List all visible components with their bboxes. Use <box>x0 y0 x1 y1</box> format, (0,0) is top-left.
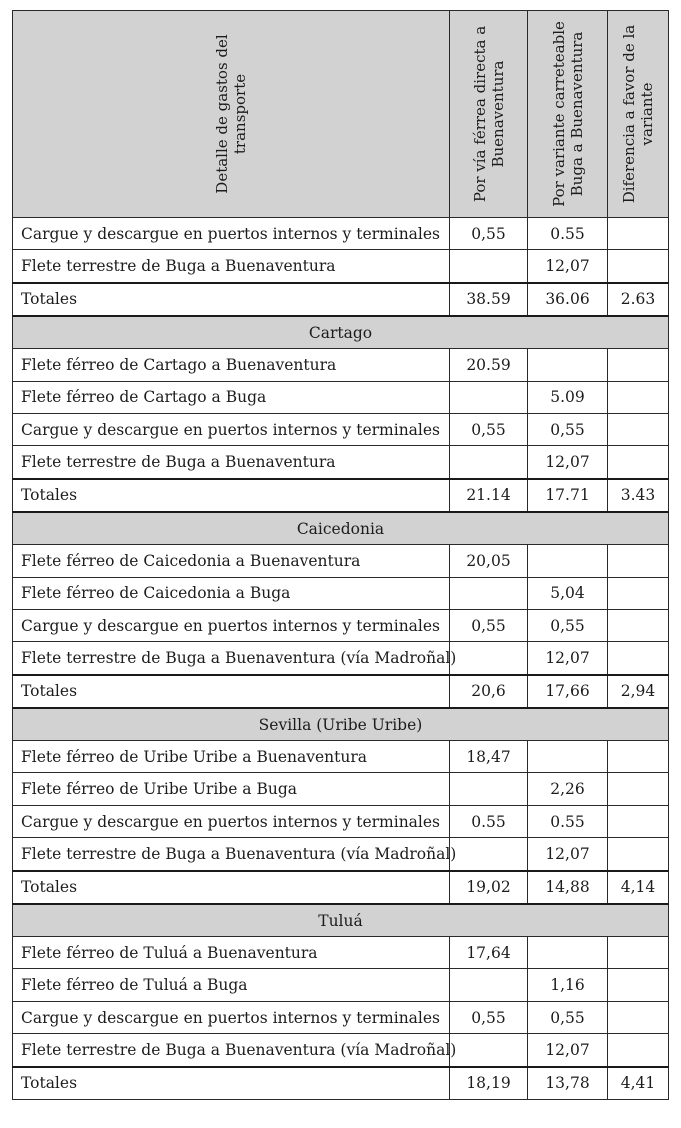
diff-value: 3.43 <box>608 479 669 512</box>
row-label: Flete férreo de Tuluá a Buga <box>13 969 450 1001</box>
rail-value: 18,19 <box>450 1067 528 1100</box>
diff-value <box>608 381 669 413</box>
road-value: 12,07 <box>528 250 608 283</box>
row-label: Flete terrestre de Buga a Buenaventura <box>13 250 450 283</box>
table-row <box>13 349 669 381</box>
diff-value <box>608 805 669 837</box>
row-label: Flete férreo de Uribe Uribe a Buga <box>13 773 450 805</box>
rail-value: 17,64 <box>450 937 528 969</box>
rail-value <box>450 1034 528 1067</box>
rail-value <box>450 838 528 871</box>
rail-value: 0,55 <box>450 1001 528 1033</box>
row-label: Flete terrestre de Buga a Buenaventura (vía Madroñal) <box>13 838 450 871</box>
road-value: 12,07 <box>528 446 608 479</box>
totals-row <box>13 479 669 512</box>
rail-value <box>450 381 528 413</box>
road-value <box>528 741 608 773</box>
rail-value: 0.55 <box>450 805 528 837</box>
row-label: Totales <box>13 675 450 708</box>
rail-value: 20.59 <box>450 349 528 381</box>
totals-row <box>13 1067 669 1100</box>
table-row <box>13 773 669 805</box>
table-row <box>13 250 669 283</box>
row-label: Flete terrestre de Buga a Buenaventura (vía Madroñal) <box>13 642 450 675</box>
table-row <box>13 218 669 250</box>
row-label: Cargue y descargue en puertos internos y terminales <box>13 218 450 250</box>
table-row <box>13 413 669 445</box>
rail-value: 0,55 <box>450 413 528 445</box>
rail-value: 18,47 <box>450 741 528 773</box>
road-value: 14,88 <box>528 871 608 904</box>
diff-value <box>608 969 669 1001</box>
road-value: 0.55 <box>528 218 608 250</box>
diff-value <box>608 349 669 381</box>
road-value: 1,16 <box>528 969 608 1001</box>
road-value: 13,78 <box>528 1067 608 1100</box>
road-value: 12,07 <box>528 1034 608 1067</box>
section-header <box>13 316 669 349</box>
totals-row <box>13 283 669 316</box>
header-rail <box>450 11 528 218</box>
section-header <box>13 904 669 937</box>
header-rail-label: Por vía férrea directa a Buenaventura <box>470 25 507 203</box>
rail-value: 19,02 <box>450 871 528 904</box>
rail-value: 20,05 <box>450 545 528 577</box>
row-label: Cargue y descargue en puertos internos y terminales <box>13 609 450 641</box>
rail-value: 38.59 <box>450 283 528 316</box>
road-value <box>528 545 608 577</box>
transport-cost-table <box>12 10 669 1100</box>
road-value: 17.71 <box>528 479 608 512</box>
road-value: 5.09 <box>528 381 608 413</box>
table-row <box>13 1034 669 1067</box>
table-row <box>13 1001 669 1033</box>
row-label: Flete terrestre de Buga a Buenaventura (vía Madroñal) <box>13 1034 450 1067</box>
section-header <box>13 708 669 741</box>
row-label: Totales <box>13 871 450 904</box>
totals-row <box>13 675 669 708</box>
diff-value <box>608 838 669 871</box>
road-value: 12,07 <box>528 838 608 871</box>
rail-value: 20,6 <box>450 675 528 708</box>
diff-value <box>608 609 669 641</box>
road-value: 0,55 <box>528 1001 608 1033</box>
road-value: 0,55 <box>528 413 608 445</box>
section-title: Cartago <box>13 316 669 349</box>
rail-value <box>450 642 528 675</box>
diff-value <box>608 446 669 479</box>
rail-value: 0,55 <box>450 609 528 641</box>
row-label: Flete férreo de Uribe Uribe a Buenaventura <box>13 741 450 773</box>
row-label: Flete férreo de Caicedonia a Buenaventura <box>13 545 450 577</box>
table-container <box>12 10 668 1100</box>
diff-value <box>608 1001 669 1033</box>
diff-value <box>608 577 669 609</box>
rail-value: 21.14 <box>450 479 528 512</box>
header-diff-label: Diferencia a favor de la variante <box>620 24 656 204</box>
header-road-label: Por variante carreteable Buga a Buenaventura <box>549 21 586 207</box>
row-label: Cargue y descargue en puertos internos y terminales <box>13 805 450 837</box>
header-road <box>528 11 608 218</box>
header-diff <box>608 11 669 218</box>
table-row <box>13 446 669 479</box>
diff-value <box>608 937 669 969</box>
header-row <box>13 11 669 218</box>
section-title: Caicedonia <box>13 512 669 545</box>
section-header <box>13 512 669 545</box>
road-value: 5,04 <box>528 577 608 609</box>
diff-value <box>608 413 669 445</box>
header-detail-label: Detalle de gastos del transporte <box>213 34 249 194</box>
table-row <box>13 381 669 413</box>
table-body <box>13 218 669 1100</box>
road-value <box>528 937 608 969</box>
row-label: Cargue y descargue en puertos internos y terminales <box>13 1001 450 1033</box>
table-header <box>13 11 669 218</box>
rail-value <box>450 969 528 1001</box>
rail-value <box>450 773 528 805</box>
table-row <box>13 741 669 773</box>
table-row <box>13 577 669 609</box>
diff-value: 2.63 <box>608 283 669 316</box>
road-value: 17,66 <box>528 675 608 708</box>
diff-value: 4,14 <box>608 871 669 904</box>
diff-value <box>608 1034 669 1067</box>
table-row <box>13 609 669 641</box>
table-row <box>13 937 669 969</box>
row-label: Flete férreo de Cartago a Buenaventura <box>13 349 450 381</box>
row-label: Totales <box>13 283 450 316</box>
section-title: Tuluá <box>13 904 669 937</box>
rail-value <box>450 250 528 283</box>
rail-value <box>450 446 528 479</box>
row-label: Flete férreo de Tuluá a Buenaventura <box>13 937 450 969</box>
diff-value: 2,94 <box>608 675 669 708</box>
row-label: Cargue y descargue en puertos internos y terminales <box>13 413 450 445</box>
section-title: Sevilla (Uribe Uribe) <box>13 708 669 741</box>
table-row <box>13 969 669 1001</box>
diff-value <box>608 741 669 773</box>
road-value: 0.55 <box>528 805 608 837</box>
row-label: Flete terrestre de Buga a Buenaventura <box>13 446 450 479</box>
table-row <box>13 545 669 577</box>
diff-value <box>608 773 669 805</box>
road-value <box>528 349 608 381</box>
table-row <box>13 838 669 871</box>
row-label: Flete férreo de Caicedonia a Buga <box>13 577 450 609</box>
header-detail <box>13 11 450 218</box>
diff-value <box>608 545 669 577</box>
road-value: 12,07 <box>528 642 608 675</box>
diff-value <box>608 250 669 283</box>
road-value: 0,55 <box>528 609 608 641</box>
table-row <box>13 805 669 837</box>
totals-row <box>13 871 669 904</box>
row-label: Totales <box>13 479 450 512</box>
rail-value: 0,55 <box>450 218 528 250</box>
road-value: 2,26 <box>528 773 608 805</box>
diff-value <box>608 218 669 250</box>
diff-value: 4,41 <box>608 1067 669 1100</box>
table-row <box>13 642 669 675</box>
road-value: 36.06 <box>528 283 608 316</box>
rail-value <box>450 577 528 609</box>
diff-value <box>608 642 669 675</box>
row-label: Totales <box>13 1067 450 1100</box>
row-label: Flete férreo de Cartago a Buga <box>13 381 450 413</box>
